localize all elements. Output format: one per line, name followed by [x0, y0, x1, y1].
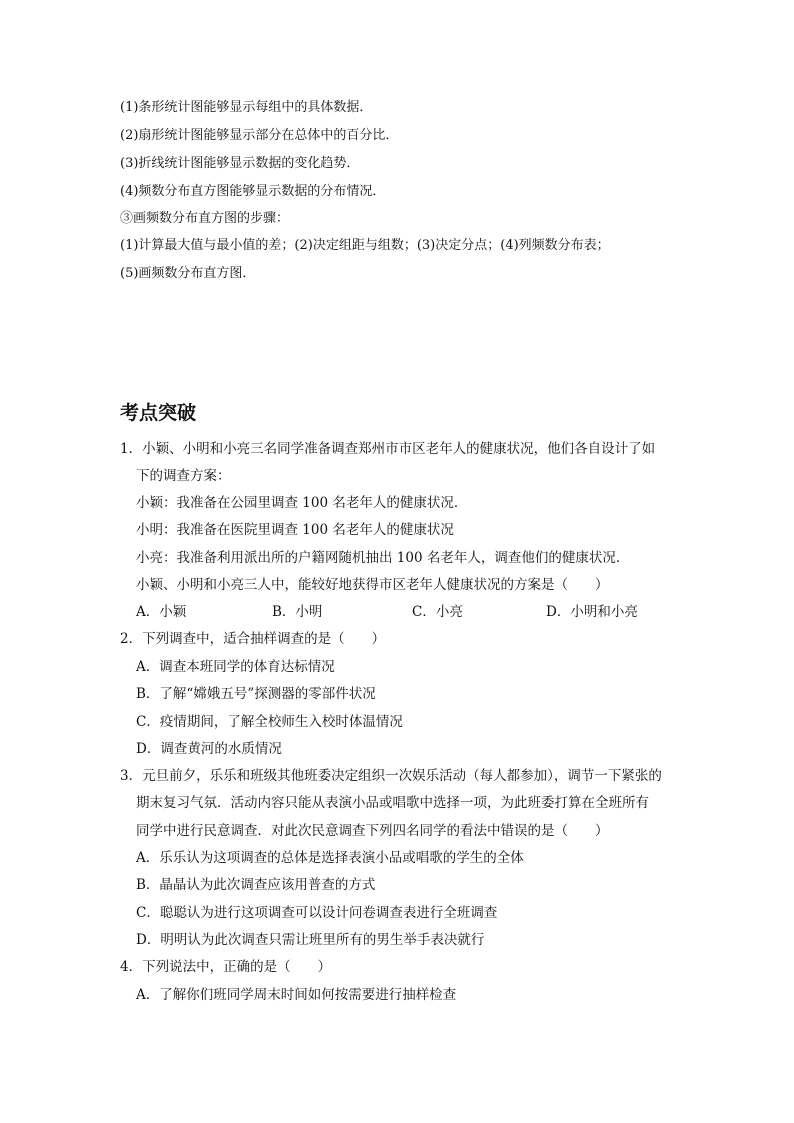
- q2-option-a: A．调查本班同学的体育达标情况: [136, 659, 335, 675]
- q2-option-d: D．调查黄河的水质情况: [136, 741, 282, 757]
- q3-option-c: C．聪聪认为进行这项调查可以设计问卷调查表进行全班调查: [136, 905, 498, 921]
- q1-stem-line-1: 1．小颖、小明和小亮三名同学准备调查郑州市市区老年人的健康状况，他们各自设计了如: [120, 441, 656, 457]
- q1-plan-xiaoming: 小明：我准备在医院里调查 100 名老年人的健康状况: [136, 522, 454, 538]
- q2-stem: 2．下列调查中，适合抽样调查的是（ ）: [120, 631, 386, 647]
- q1-plan-xiaoying: 小颖：我准备在公园里调查 100 名老年人的健康状况．: [136, 495, 468, 511]
- note-line-4: (4)频数分布直方图能够显示数据的分布情况．: [120, 184, 386, 199]
- q3-stem-line-3: 同学中进行民意调查．对此次民意调查下列四名同学的看法中错误的是（ ）: [136, 823, 609, 839]
- note-line-6: (1)计算最大值与最小值的差；(2)决定组距与组数；(3)决定分点；(4)列频数分布表；: [120, 238, 610, 253]
- note-line-5: ③画频数分布直方图的步骤：: [120, 211, 290, 226]
- q1-option-c: C．小亮: [412, 604, 463, 620]
- q2-option-b: B．了解“嫦娥五号”探测器的零部件状况: [136, 686, 376, 702]
- section-heading: 考点突破: [120, 402, 197, 424]
- q3-stem-line-2: 期末复习气氛．活动内容只能从表演小品或唱歌中选择一项，为此班委打算在全班所有: [136, 795, 649, 811]
- q1-plan-xiaoliang: 小亮：我准备利用派出所的户籍网随机抽出 100 名老年人，调查他们的健康状况．: [136, 550, 630, 566]
- q3-option-a: A．乐乐认为这项调查的总体是选择表演小品或唱歌的学生的全体: [136, 850, 524, 866]
- q2-option-c: C．疫情期间，了解全校师生入校时体温情况: [136, 714, 403, 730]
- q1-option-b: B．小明: [272, 604, 323, 620]
- q3-option-b: B．晶晶认为此次调查应该用普查的方式: [136, 877, 376, 893]
- q3-stem-line-1: 3．元旦前夕，乐乐和班级其他班委决定组织一次娱乐活动（每人都参加），调节一下紧张的: [120, 768, 662, 784]
- q1-options: [136, 600, 696, 622]
- q3-option-d: D．明明认为此次调查只需让班里所有的男生举手表决就行: [136, 932, 485, 948]
- note-line-1: (1)条形统计图能够显示每组中的具体数据．: [120, 100, 373, 115]
- q4-option-a: A．了解你们班同学周末时间如何按需要进行抽样检查: [136, 987, 457, 1003]
- q1-option-d: D．小明和小亮: [546, 604, 638, 620]
- q1-option-a: A．小颖: [136, 604, 187, 620]
- note-line-2: (2)扇形统计图能够显示部分在总体中的百分比．: [120, 128, 399, 143]
- q1-stem-line-2: 下的调查方案：: [136, 468, 231, 484]
- q1-question: 小颖、小明和小亮三人中，能较好地获得市区老年人健康状况的方案是（ ）: [136, 577, 609, 593]
- q4-stem: 4．下列说法中，正确的是（ ）: [120, 959, 332, 975]
- note-line-7: (5)画频数分布直方图．: [120, 266, 256, 281]
- note-line-3: (3)折线统计图能够显示数据的变化趋势．: [120, 156, 360, 171]
